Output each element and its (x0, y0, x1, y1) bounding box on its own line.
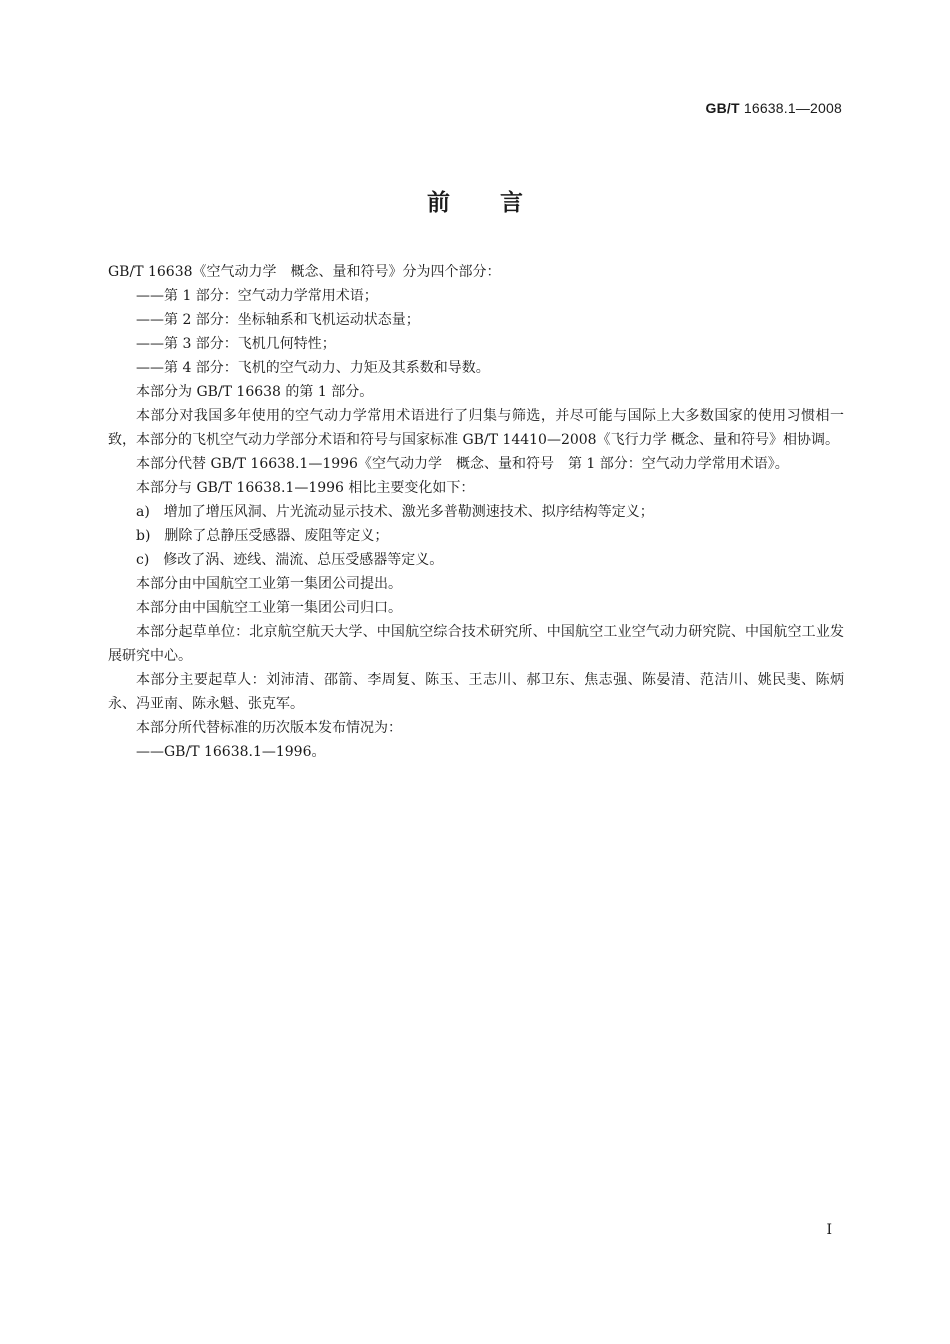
paragraph-previous-editions: 本部分所代替标准的历次版本发布情况为： (136, 720, 402, 736)
foreword-body (108, 260, 844, 764)
list-item-part-2: ——第 2 部分：坐标轴系和飞机运动状态量； (136, 312, 420, 328)
paragraph-changes-intro: 本部分与 GB/T 16638.1—1996 相比主要变化如下： (136, 480, 475, 496)
standard-number-header (706, 100, 843, 116)
standard-prefix: GB/T (705, 100, 740, 116)
paragraph-managed-by: 本部分由中国航空工业第一集团公司归口。 (136, 600, 402, 616)
title-char-1: 前 (427, 190, 450, 216)
page-title (0, 184, 950, 217)
paragraph-proposed-by: 本部分由中国航空工业第一集团公司提出。 (136, 576, 402, 592)
paragraph-scope: 本部分对我国多年使用的空气动力学常用术语进行了归集与筛选，并尽可能与国际上大多数国家的使用习惯相一致，本部分的飞机空气动力学部分术语和符号与国家标准 GB/T 14410—2008《飞行力学 概念、量和符号》相协调。 (108, 408, 844, 448)
paragraph-intro: GB/T 16638《空气动力学 概念、量和符号》分为四个部分： (108, 264, 501, 280)
list-item-change-c: c) 修改了涡、迹线、湍流、总压受感器等定义。 (136, 552, 444, 568)
list-item-part-4: ——第 4 部分：飞机的空气动力、力矩及其系数和导数。 (136, 360, 490, 376)
list-item-part-1: ——第 1 部分：空气动力学常用术语； (136, 288, 378, 304)
list-item-part-3: ——第 3 部分：飞机几何特性； (136, 336, 336, 352)
page-number: I (826, 1222, 832, 1238)
list-item-previous-edition: ——GB/T 16638.1—1996。 (136, 744, 326, 760)
paragraph-drafting-units: 本部分起草单位：北京航空航天大学、中国航空综合技术研究所、中国航空工业空气动力研究院、中国航空工业发展研究中心。 (108, 624, 844, 664)
paragraph-part-statement: 本部分为 GB/T 16638 的第 1 部分。 (136, 384, 374, 400)
paragraph-drafters: 本部分主要起草人：刘沛清、邵箭、李周复、陈玉、王志川、郝卫东、焦志强、陈晏清、范洁川、姚民斐、陈炳永、冯亚南、陈永魁、张克军。 (108, 672, 844, 712)
standard-code: 16638.1—2008 (743, 100, 842, 116)
list-item-change-a: a) 增加了增压风洞、片光流动显示技术、激光多普勒测速技术、拟序结构等定义； (136, 504, 654, 520)
list-item-change-b: b) 删除了总静压受感器、废阻等定义； (136, 528, 389, 544)
paragraph-replaces: 本部分代替 GB/T 16638.1—1996《空气动力学 概念、量和符号 第 1 部分：空气动力学常用术语》。 (136, 456, 789, 472)
title-char-2: 言 (500, 190, 523, 216)
